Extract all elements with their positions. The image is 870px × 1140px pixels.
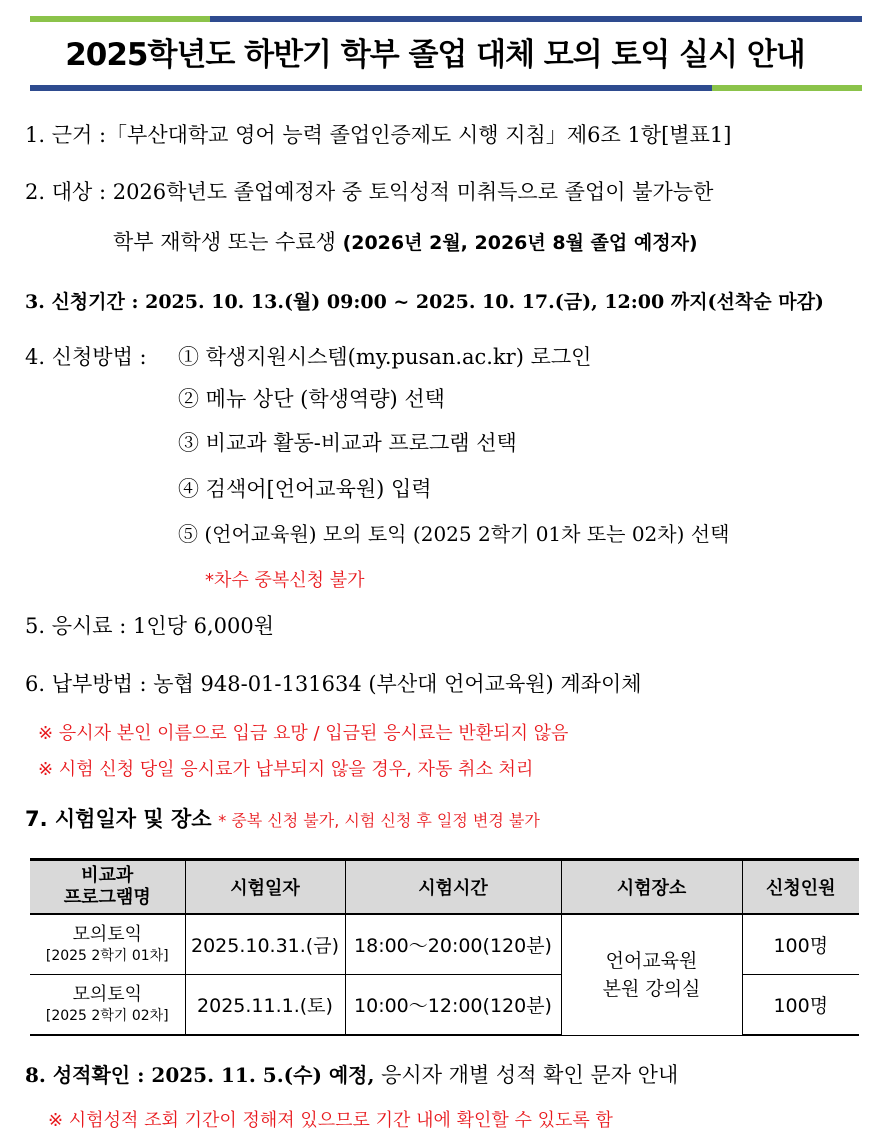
section-3-period: 3. 신청기간 : 2025. 10. 13.(월) 09:00 ~ 2025. 10. 17.(금), 12:00 까지(선착순 마감) xyxy=(25,291,824,313)
count-cell: 100명 xyxy=(742,914,859,975)
program-cell xyxy=(30,914,185,975)
step-1: ① 학생지원시스템(my.pusan.ac.kr) 로그인 xyxy=(178,345,592,369)
step-2: ② 메뉴 상단 (학생역량) 선택 xyxy=(178,387,445,411)
results-note: ※ 시험성적 조회 기간이 정해져 있으므로 기간 내에 확인할 수 있도록 함 xyxy=(48,1110,613,1131)
bottom-green-bar xyxy=(712,85,862,91)
col-time: 시험시간 xyxy=(345,860,561,915)
results-info: 응시자 개별 성적 확인 문자 안내 xyxy=(374,1063,679,1087)
section-5-fee: 5. 응시료 : 1인당 6,000원 xyxy=(25,614,275,638)
program-name: 모의토익 xyxy=(72,983,143,1005)
bottom-blue-bar xyxy=(30,85,712,91)
col-count: 신청인원 xyxy=(742,860,859,915)
date-cell: 2025.10.31.(금) xyxy=(185,914,345,975)
program-name: 모의토익 xyxy=(72,923,143,945)
section-1-basis: 1. 근거 :「부산대학교 영어 능력 졸업인증제도 시행 지침」제6조 1항[별표1] xyxy=(25,123,732,147)
section-2-target-line2 xyxy=(113,227,698,258)
top-green-bar xyxy=(30,16,210,22)
count-cell: 100명 xyxy=(742,975,859,1036)
col-date: 시험일자 xyxy=(185,860,345,915)
section-2-target-line1: 2. 대상 : 2026학년도 졸업예정자 중 토익성적 미취득으로 졸업이 불가능한 xyxy=(25,180,714,204)
section-8-results xyxy=(25,1060,678,1090)
section-7-note: * 중복 신청 불가, 시험 신청 후 일정 변경 불가 xyxy=(218,811,540,830)
time-cell: 18:00～20:00(120분) xyxy=(345,914,561,975)
payment-note-1: ※ 응시자 본인 이름으로 입금 요망 / 입금된 응시료는 반환되지 않음 xyxy=(38,723,569,744)
program-cell xyxy=(30,975,185,1036)
page-title: 2025학년도 하반기 학부 졸업 대체 모의 토익 실시 안내 xyxy=(65,37,805,73)
section-7-title: 7. 시험일자 및 장소 xyxy=(25,807,212,831)
col-program xyxy=(30,860,185,915)
section-4-label: 4. 신청방법 : xyxy=(25,345,147,369)
place-text: 언어교육원 본원 강의실 xyxy=(602,949,701,1000)
time-cell: 10:00～12:00(120분) xyxy=(345,975,561,1036)
program-session: [2025 2학기 01차] xyxy=(45,947,169,964)
program-header-text: 비교과 프로그램명 xyxy=(63,865,151,908)
payment-note-2: ※ 시험 신청 당일 응시료가 납부되지 않을 경우, 자동 취소 처리 xyxy=(38,759,534,780)
step-3: ③ 비교과 활동-비교과 프로그램 선택 xyxy=(178,431,517,455)
step-5: ⑤ (언어교육원) 모의 토익 (2025 2학기 01차 또는 02차) 선택 xyxy=(178,522,730,546)
table-header-row xyxy=(30,860,859,915)
target-graduation: (2026년 2월, 2026년 8월 졸업 예정자) xyxy=(342,232,698,254)
table-row xyxy=(30,914,859,975)
target-desc: 학부 재학생 또는 수료생 xyxy=(113,230,343,254)
program-session: [2025 2학기 02차] xyxy=(45,1007,169,1024)
date-cell: 2025.11.1.(토) xyxy=(185,975,345,1036)
top-blue-bar xyxy=(210,16,862,22)
results-date: 8. 성적확인 : 2025. 11. 5.(수) 예정, xyxy=(25,1063,375,1087)
section-7-heading xyxy=(25,804,540,836)
step-note: *차수 중복신청 불가 xyxy=(205,570,365,591)
place-cell xyxy=(561,914,742,1035)
col-place: 시험장소 xyxy=(561,860,742,915)
section-6-payment: 6. 납부방법 : 농협 948-01-131634 (부산대 언어교육원) 계좌이체 xyxy=(25,672,642,696)
step-4: ④ 검색어[언어교육원) 입력 xyxy=(178,477,432,501)
schedule-table xyxy=(30,858,859,1036)
